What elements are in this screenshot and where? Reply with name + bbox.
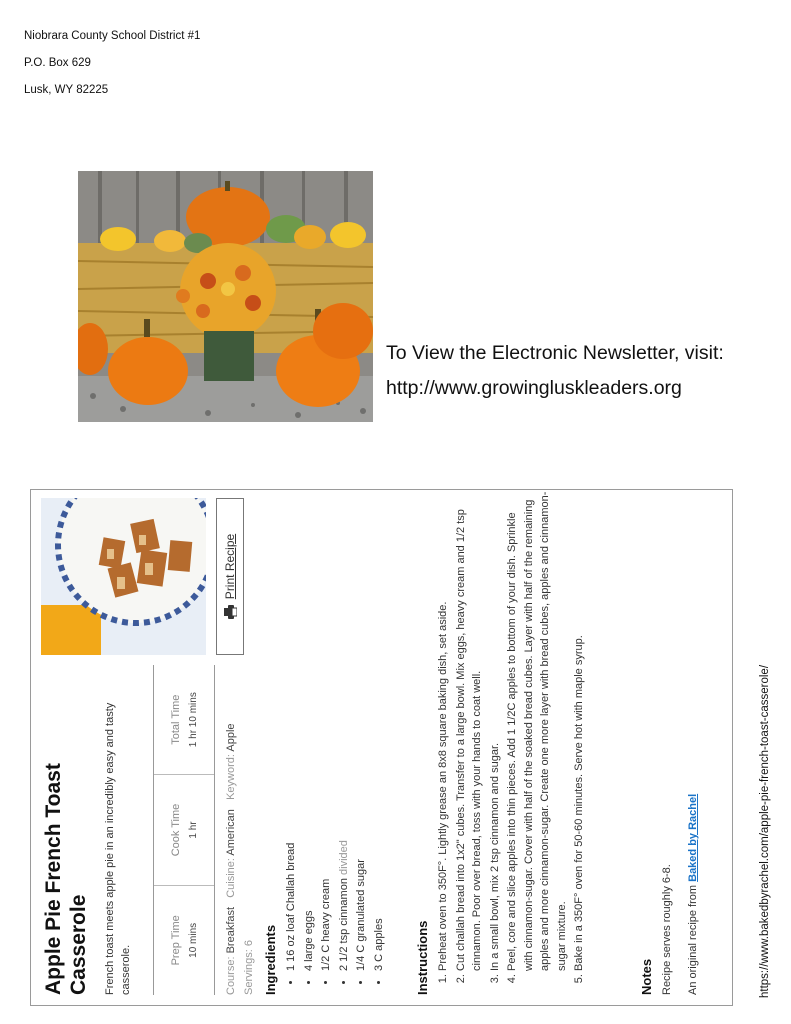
- list-item: 1. Preheat oven to 350F°. Lightly grease an 8x8 square baking dish, set aside.: [435, 491, 452, 971]
- baked-by-rachel-link[interactable]: Baked by Rachel: [687, 793, 699, 882]
- total-time-label: Total Time: [169, 694, 182, 745]
- note-servings: Recipe serves roughly 6-8.: [661, 864, 673, 995]
- cuisine-label: Cuisine:: [225, 858, 237, 898]
- recipe-card: [30, 489, 733, 1006]
- cook-time-value: 1 hr: [187, 821, 199, 839]
- list-item: 2. Cut challah bread into 1x2" cubes. Transfer to a large bowl. Mix eggs, heavy cream and 1/2 tsp cinnamon. Poor over bread, toss with your hands to coat well.: [453, 491, 486, 971]
- pumpkin-photo: [78, 171, 373, 422]
- list-item: 5. Bake in a 350F° oven for 50-60 minutes. Serve hot with maple syrup.: [571, 491, 588, 971]
- print-recipe-button[interactable]: [216, 498, 244, 655]
- recipe-card-content: [30, 489, 733, 1006]
- cuisine-value: American: [225, 809, 237, 856]
- list-item: [336, 491, 354, 971]
- course-value: Breakfast: [225, 906, 237, 954]
- instructions-list: [435, 491, 589, 995]
- note-source-prefix: An original recipe from: [687, 884, 699, 995]
- course-label: Course:: [225, 956, 237, 995]
- address-line-1: Niobrara County School District #1: [24, 30, 201, 42]
- total-time: [154, 665, 214, 775]
- ingredient-note: divided: [337, 840, 350, 875]
- recipe-summary: French toast meets apple pie in an incredibly easy and tasty casserole.: [104, 702, 132, 995]
- newsletter-url[interactable]: http://www.growingluskleaders.org: [386, 377, 682, 399]
- address-line-3: Lusk, WY 82225: [24, 84, 109, 96]
- prep-time-value: 10 mins: [187, 922, 199, 958]
- list-item: • 1/4 C granulated sugar: [353, 491, 371, 971]
- address-line-2: P.O. Box 629: [24, 57, 91, 69]
- note-source: [687, 794, 699, 995]
- recipe-photo: [41, 498, 206, 655]
- list-item: • 4 large eggs: [301, 491, 319, 971]
- list-item: 3. In a small bowl, mix 2 tsp cinnamon and sugar.: [487, 491, 504, 971]
- prep-time: [154, 886, 214, 995]
- list-item: • 3 C apples: [371, 491, 389, 971]
- recipe-times: [153, 665, 215, 995]
- keyword-value: Apple: [225, 723, 237, 752]
- print-recipe-label: Print Recipe: [223, 533, 237, 600]
- printer-icon: [224, 605, 237, 619]
- source-url[interactable]: https://www.bakedbyrachel.com/apple-pie-french-toast-casserole/: [759, 664, 771, 998]
- ingredients-list: [283, 491, 389, 995]
- ingredients-heading: Ingredients: [263, 924, 278, 995]
- list-item: 4. Peel, core and slice apples into thin pieces. Add 1 1/2C apples to bottom of your dish. Sprinkle with cinnamon-sugar. Cover with half of the soaked bread cubes. Layer with half of the remaining apples and more cinnamon-sugar. Create one more layer with bread cubes, apples and cinnamon-sugar mixture.: [504, 491, 570, 971]
- list-item: • 1 16 oz loaf Challah bread: [283, 491, 301, 971]
- servings-value: 6: [242, 939, 255, 947]
- newsletter-visit-text: To View the Electronic Newsletter, visit:: [386, 342, 724, 364]
- notes-heading: Notes: [639, 958, 654, 995]
- cook-time-label: Cook Time: [169, 803, 182, 857]
- recipe-title: Apple Pie French Toast Casserole: [42, 763, 91, 995]
- keyword-label: Keyword:: [225, 754, 237, 800]
- servings-label: Servings:: [242, 949, 255, 995]
- ingredient-text: 2 1/2 tsp cinnamon: [337, 878, 350, 971]
- recipe-meta: [223, 665, 258, 995]
- cook-time: [154, 775, 214, 885]
- list-item: • 1/2 C heavy cream: [318, 491, 336, 971]
- total-time-value: 1 hr 10 mins: [187, 692, 199, 748]
- instructions-heading: Instructions: [415, 920, 430, 995]
- prep-time-label: Prep Time: [169, 915, 182, 966]
